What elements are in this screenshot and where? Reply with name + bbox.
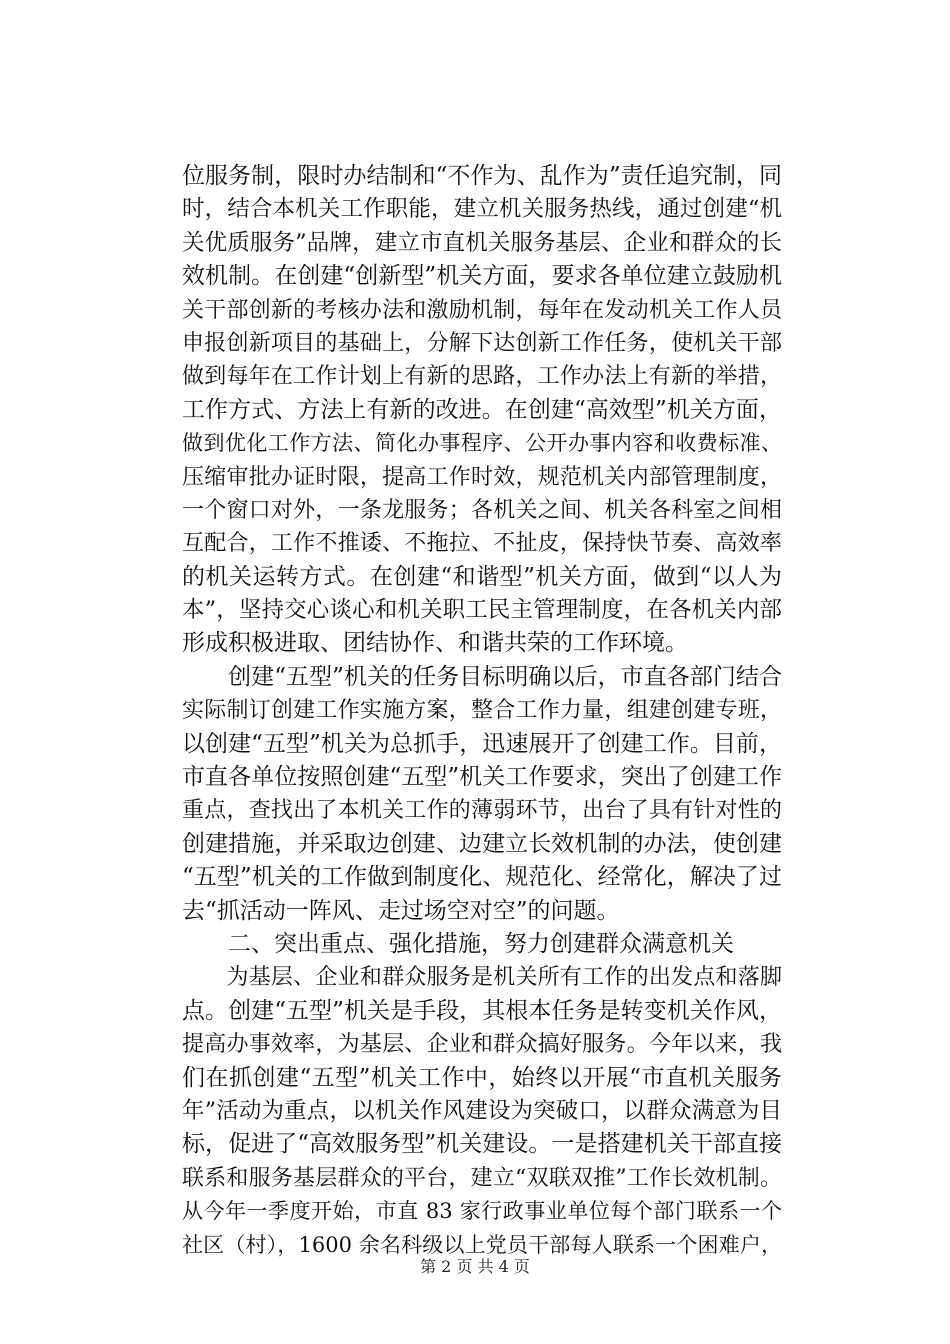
text-line: 重点，查找出了本机关工作的薄弱环节，出台了具有针对性的: [182, 798, 782, 824]
text-line: 市直各单位按照创建“五型”机关工作要求，突出了创建工作: [182, 764, 782, 791]
text-line: 提高办事效率，为基层、企业和群众搞好服务。今年以来，我: [182, 1032, 782, 1058]
text-line: 本”，坚持交心谈心和机关职工民主管理制度，在各机关内部: [182, 597, 782, 624]
text-line: 压缩审批办证时限，提高工作时效，规范机关内部管理制度，: [182, 464, 782, 490]
page-number-footer: 第 2 页 共 4 页: [420, 1257, 530, 1276]
text-line: “五型”机关的工作做到制度化、规范化、经常化，解决了过: [182, 864, 782, 891]
text-line: 关优质服务”品牌，建立市直机关服务基层、企业和群众的长: [182, 229, 782, 256]
text-line: 去“抓活动一阵风、走过场空对空”的问题。: [182, 897, 620, 924]
section-heading: 二、突出重点、强化措施，努力创建群众满意机关: [182, 930, 734, 957]
text-line: 时，结合本机关工作职能，建立机关服务热线，通过创建“机: [182, 196, 782, 223]
text-line: 做到每年在工作计划上有新的思路，工作办法上有新的举措，: [182, 364, 782, 390]
text-line: 实际制订创建工作实施方案，整合工作力量，组建创建专班，: [182, 698, 782, 724]
text-line: 从今年一季度开始，市直 83 家行政事业单位每个部门联系一个: [182, 1199, 782, 1224]
document-body: [182, 160, 782, 1262]
text-line: 效机制。在创建“创新型”机关方面，要求各单位建立鼓励机: [182, 263, 782, 290]
text-line: 互配合，工作不推诿、不拖拉、不扯皮，保持快节奏、高效率: [182, 531, 782, 557]
text-line: 形成积极进取、团结协作、和谐共荣的工作环境。: [182, 630, 688, 657]
text-line: 一个窗口对外，一条龙服务；各机关之间、机关各科室之间相: [182, 497, 782, 523]
text-line: 标，促进了“高效服务型”机关建设。一是搭建机关干部直接: [182, 1131, 782, 1158]
text-line: 年”活动为重点，以机关作风建设为突破口，以群众满意为目: [182, 1097, 782, 1124]
text-line: 的机关运转方式。在创建“和谐型”机关方面，做到“以人为: [182, 563, 782, 590]
text-line: 做到优化工作方法、简化办事程序、公开办事内容和收费标准、: [182, 431, 782, 456]
text-line: 以创建“五型”机关为总抓手，迅速展开了创建工作。目前，: [182, 730, 782, 757]
text-line: 申报创新项目的基础上，分解下达创新工作任务，使机关干部: [182, 330, 782, 356]
text-line: 创建“五型”机关的任务目标明确以后，市直各部门结合: [182, 663, 782, 690]
text-line: 为基层、企业和群众服务是机关所有工作的出发点和落脚: [182, 965, 782, 991]
text-line: 位服务制，限时办结制和“不作为、乱作为”责任追究制，同: [182, 163, 782, 189]
text-line: 工作方式、方法上有新的改进。在创建“高效型”机关方面，: [182, 396, 782, 423]
text-line: 关干部创新的考核办法和激励机制，每年在发动机关工作人员: [182, 297, 782, 323]
text-line: 创建措施，并采取边创建、边建立长效机制的办法，使创建: [182, 830, 782, 857]
text-line: 们在抓创建“五型”机关工作中，始终以开展“市直机关服务: [182, 1064, 782, 1091]
text-line: 联系和服务基层群众的平台，建立“双联双推”工作长效机制。: [182, 1165, 782, 1191]
text-line: 点。创建“五型”机关是手段，其根本任务是转变机关作风，: [182, 997, 782, 1024]
text-line: 社区（村），1600 余名科级以上党员干部每人联系一个困难户，: [182, 1232, 782, 1257]
